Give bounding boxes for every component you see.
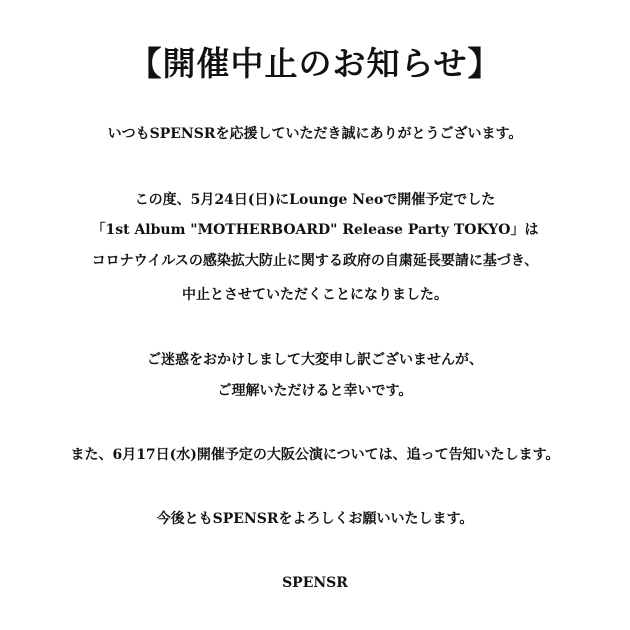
body-line-date-venue: この度、5月24日(日)にLounge Neoで開催予定でした: [134, 192, 496, 208]
signature: SPENSR: [282, 575, 348, 591]
body-line-event-name: 「1st Album "MOTHERBOARD" Release Party TOKYO」は: [91, 222, 539, 238]
greeting-line: いつもSPENSRを応援していただき誠にありがとうございます。: [107, 126, 523, 142]
notice-title: 【開催中止のお知らせ】: [128, 44, 502, 83]
body-line-reason: コロナウイルスの感染拡大防止に関する政府の自粛延長要請に基づき、: [91, 253, 539, 269]
body-line-cancellation: 中止とさせていただくことになりました。: [182, 287, 448, 303]
osaka-announcement-line: また、6月17日(水)開催予定の大阪公演については、追って告知いたします。: [70, 447, 560, 463]
apology-line-2: ご理解いただけると幸いです。: [217, 383, 413, 399]
apology-line-1: ご迷惑をおかけしまして大変申し訳ございませんが、: [147, 352, 483, 368]
closing-line: 今後ともSPENSRをよろしくお願いいたします。: [156, 511, 474, 527]
